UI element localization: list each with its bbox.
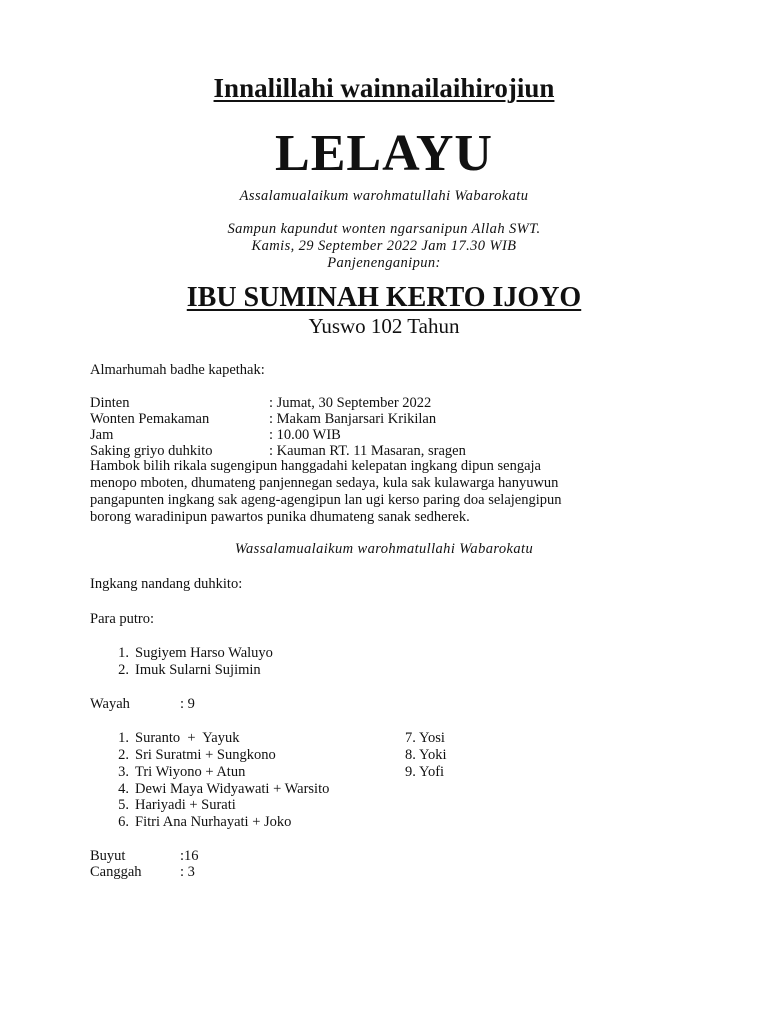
apology-line: pangapunten ingkang sak ageng-agengipun lan ugi kerso paring doa selajengipun: [90, 492, 562, 508]
apology-line: Hambok bilih rikala sugengipun hanggadahi kelepatan ingkang dipun sengaja: [90, 458, 541, 474]
list-item-number: 1.: [118, 645, 129, 661]
grandchildren-label: Wayah: [90, 696, 130, 712]
burial-value-time: : 10.00 WIB: [269, 427, 341, 443]
great-great-grandchildren-count: : 3: [180, 864, 195, 880]
apology-line: menopo mboten, dhumateng panjennegan sedaya, kula sak kulawarga hanyuwun: [90, 475, 559, 491]
grandchild-name: Hariyadi + Surati: [135, 797, 236, 813]
apology-message: [90, 458, 680, 526]
opening-greeting: Assalamualaikum warohmatullahi Wabarokatu: [239, 188, 529, 204]
burial-value-day: : Jumat, 30 September 2022: [269, 395, 432, 411]
list-item-number: 5.: [118, 797, 129, 813]
grandchild-name: Suranto + Yayuk: [135, 730, 240, 746]
grandchildren-count: : 9: [180, 696, 195, 712]
burial-value-cemetery: : Makam Banjarsari Krikilan: [269, 411, 437, 427]
deceased-age: Yuswo 102 Tahun: [308, 314, 460, 338]
grandchild-right-item: 7. Yosi: [405, 730, 445, 746]
list-item-number: 2.: [118, 662, 129, 678]
announcement-line-2: Kamis, 29 September 2022 Jam 17.30 WIB: [251, 238, 517, 254]
burial-label-cemetery: Wonten Pemakaman: [90, 411, 210, 427]
burial-value-home: : Kauman RT. 11 Masaran, sragen: [269, 443, 466, 459]
mourners-intro: Ingkang nandang duhkito:: [90, 576, 243, 592]
announcement-line-1: Sampun kapundut wonten ngarsanipun Allah SWT.: [227, 221, 541, 237]
grandchild-name: Tri Wiyono + Atun: [135, 764, 246, 780]
burial-label-day: Dinten: [90, 395, 130, 411]
list-item-number: 3.: [118, 764, 129, 780]
grandchild-right-item: 8. Yoki: [405, 747, 447, 763]
great-grandchildren-label: Buyut: [90, 848, 126, 864]
deceased-name: IBU SUMINAH KERTO IJOYO: [186, 282, 582, 313]
child-name: Sugiyem Harso Waluyo: [135, 645, 273, 661]
child-name: Imuk Sularni Sujimin: [135, 662, 261, 678]
burial-label-home: Saking griyo duhkito: [90, 443, 213, 459]
children-label: Para putro:: [90, 611, 155, 627]
announcement-line-3: Panjenenganipun:: [327, 255, 441, 271]
grandchild-name: Sri Suratmi + Sungkono: [135, 747, 276, 763]
list-item-number: 2.: [118, 747, 129, 763]
grandchild-right-item: 9. Yofi: [405, 764, 445, 780]
great-great-grandchildren-label: Canggah: [90, 864, 142, 880]
apology-line: borong waradinipun pawartos punika dhumateng sanak sedherek.: [90, 509, 470, 525]
list-item-number: 1.: [118, 730, 129, 746]
grandchild-name: Dewi Maya Widyawati + Warsito: [135, 781, 330, 797]
closing-greeting: Wassalamualaikum warohmatullahi Wabarokatu: [234, 541, 534, 557]
burial-intro: Almarhumah badhe kapethak:: [90, 362, 265, 378]
grandchild-name: Fitri Ana Nurhayati + Joko: [135, 814, 292, 830]
list-item-number: 6.: [118, 814, 129, 830]
document-title: LELAYU: [275, 125, 493, 182]
burial-label-time: Jam: [90, 427, 114, 443]
list-item-number: 4.: [118, 781, 129, 797]
prayer-heading: Innalillahi wainnailaihirojiun: [213, 73, 555, 103]
great-grandchildren-count: :16: [180, 848, 199, 864]
